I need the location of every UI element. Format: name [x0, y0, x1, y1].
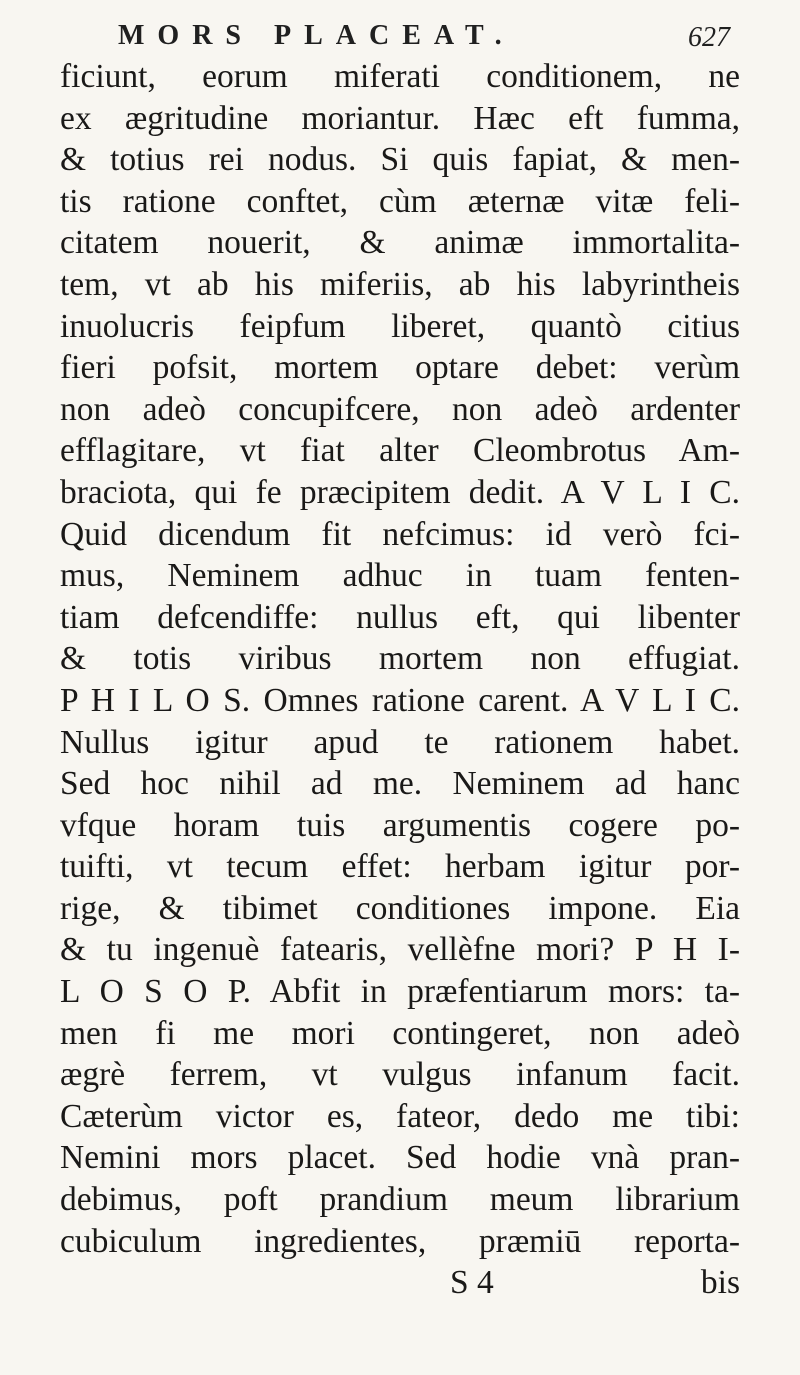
text-line: tem, vt ab his miferiis, ab his labyrintheis — [60, 265, 740, 303]
text-line: efflagitare, vt fiat alter Cleombrotus Am- — [60, 432, 740, 470]
text-line: Nemini mors placet. Sed hodie vnà pran- — [60, 1139, 740, 1177]
text-line: tuifti, vt tecum effet: herbam igitur por- — [60, 848, 740, 886]
text-line: rige, & tibimet conditiones impone. Eia — [60, 889, 740, 927]
text-line: citatem nouerit, & animæ immortalita- — [60, 224, 740, 262]
text-line: Sed hoc nihil ad me. Neminem ad hanc — [60, 765, 740, 803]
text-line: tiam defcendiffe: nullus eft, qui libenter — [60, 598, 740, 636]
text-line: men fi me mori contingeret, non adeò — [60, 1014, 740, 1052]
text-line: vfque horam tuis argumentis cogere po- — [60, 806, 740, 844]
text-line: L O S O P. Abfit in præfentiarum mors: ta- — [60, 973, 740, 1011]
catchword: bis — [700, 1264, 740, 1302]
text-line: Cæterùm victor es, fateor, dedo me tibi: — [60, 1097, 740, 1135]
text-line: P H I L O S. Omnes ratione carent. A V L I C. — [60, 681, 740, 719]
signature-mark: S 4 — [450, 1264, 494, 1302]
running-head: MORS PLACEAT. — [118, 20, 515, 51]
text-line: debimus, poft prandium meum librarium — [60, 1181, 740, 1219]
text-line: & totis viribus mortem non effugiat. — [60, 640, 740, 678]
text-line: & totius rei nodus. Si quis fapiat, & men- — [60, 141, 740, 179]
text-line: braciota, qui fe præcipitem dedit. A V L I C. — [60, 473, 740, 511]
text-line: & tu ingenuè fatearis, vellèfne mori? P H I- — [60, 931, 740, 969]
text-line: ægrè ferrem, vt vulgus infanum facit. — [60, 1056, 740, 1094]
text-line: Nullus igitur apud te rationem habet. — [60, 723, 740, 761]
footer-line — [60, 1262, 740, 1304]
text-line: cubiculum ingredientes, præmiū reporta- — [60, 1222, 740, 1260]
text-line: ex ægritudine moriantur. Hæc eft fumma, — [60, 99, 740, 137]
text-line: Quid dicendum fit nefcimus: id verò fci- — [60, 515, 740, 553]
body-text — [60, 56, 740, 1304]
text-line: non adeò concupifcere, non adeò ardenter — [60, 390, 740, 428]
text-line: tis ratione conftet, cùm æternæ vitæ feli- — [60, 182, 740, 220]
text-line: ficiunt, eorum miferati conditionem, ne — [60, 58, 740, 95]
text-line: mus, Neminem adhuc in tuam fenten- — [60, 557, 740, 595]
text-line: fieri pofsit, mortem optare debet: verùm — [60, 349, 740, 387]
text-line: inuolucris feipfum liberet, quantò citius — [60, 307, 740, 345]
page-number: 627 — [688, 22, 730, 53]
